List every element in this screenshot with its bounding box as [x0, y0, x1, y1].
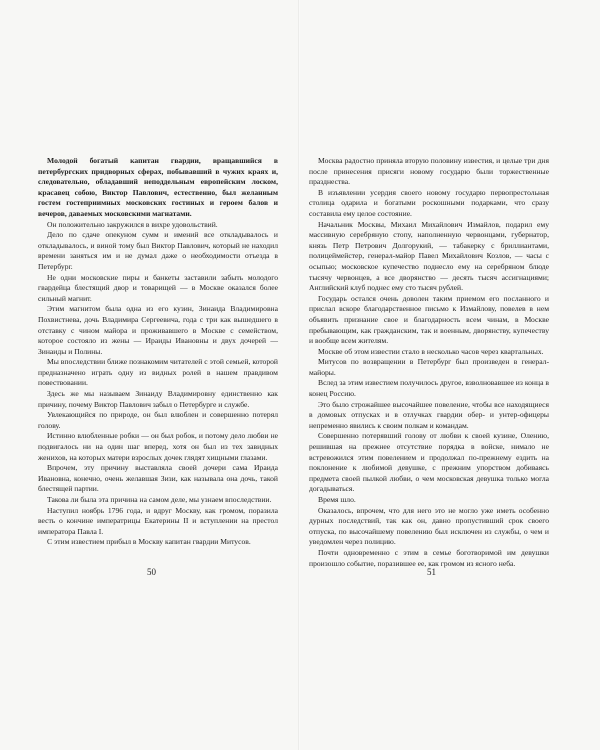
paragraph: Москве об этом известии стало в несколько часов через квартальных. [318, 346, 544, 356]
paragraph: Государь остался очень доволен таким приемом его посланного и прислал вскоре благодарственное письмо к Измайлову, повелев в нем объявить признание свое и благодарность всем чинам, в Москве пребывающим, как гражданским, так и военным, дворянству, купечеству и вообще всем жителям. [309, 293, 549, 346]
paragraph: Наступил ноябрь 1796 года, и вдруг Москву, как громом, поразила весть о кончине императрицы Екатерины II и вступлении на престол императора Павла I. [38, 505, 278, 536]
paragraph: Увлекающийся по природе, он был влюблен и совершенно потерял голову. [38, 410, 278, 430]
left-page-text [38, 156, 278, 548]
right-page [300, 0, 600, 750]
right-page-text [309, 156, 549, 569]
paragraph: Начальник Москвы, Михаил Михайлович Измайлов, подарил ему массивную серебряную стопу, наполненную червонцами, губернатор, князь Петр Петрович Долгорукий, — табакерку с бриллиантами, полицеймейстер, генерал-майор Павел Михайлович Козлов, — часы с осыпью; московское купечество поднесло ему на серебряном блюде тысячу червонцев, а все дворянство — десять тысяч ассигнациями; Английский клуб поднес ему сто тысяч рублей. [309, 219, 549, 293]
paragraph: Это было строжайшее высочайшее повеление, чтобы все находящиеся в домовых отпусках и в отлучках гвардии обер- и унтер-офицеры непременно явились к своим полкам и командам. [309, 399, 549, 430]
lead-paragraph: Молодой богатый капитан гвардии, вращавшийся в петербургских придворных сферах, побывавший в чужих краях и, следовательно, обладавший неподдельным европейским лоском, красавец собою, Виктор Павлович, естественно, был желанным гостем гостеприимных московских гостиных и героем балов и вечеров, даваемых московскими магнатами. [38, 156, 278, 218]
paragraph: В изъявлении усердия своего новому государю первопрестольная столица одарила и богатыми роскошными подарками, что сразу составила ему целое состояние. [309, 187, 549, 218]
paragraph: Этим магнитом была одна из его кузин, Зинаида Владимировна Похвистнева, дочь Владимира Сергеевича, года с три как вышедшего в отставку с чином майора и проживавшего в Москве с семейством, которое состояло из жены — Ираиды Ивановны и двух дочерей — Зинаиды и Полины. [38, 304, 278, 356]
paragraph: Москва радостно приняла вторую половину известия, и целые три дня после принесения присяги новому государю были торжественные празднества. [309, 156, 549, 187]
paragraph: Митусов по возвращении в Петербург был произведен в генерал-майоры. [309, 357, 549, 377]
page-number: 50 [147, 567, 156, 577]
paragraph: С этим известием прибыл в Москву капитан гвардии Митусов. [47, 537, 251, 547]
paragraph: Истинно влюбленные робки — он был робок, и потому дело любви не подвигалось ни на один шаг вперед, хотя он был из тех завидных женихов, на которых матери взрослых дочек глядят хищными глазами. [38, 431, 278, 462]
paragraph: Впрочем, эту причину выставляла своей дочери сама Ираида Ивановна, конечно, очень желавшая Зизи, как называла она дочь, такой блестящей партии. [38, 463, 278, 494]
paragraph: Здесь же мы называем Зинаиду Владимировну единственно как причину, почему Виктор Павлович забыл о Петербурге и службе. [38, 389, 278, 409]
page-number: 51 [427, 567, 436, 577]
paragraph: Такова ли была эта причина на самом деле, мы узнаем впоследствии. [47, 495, 272, 504]
paragraph: Почти одновременно с этим в семье боготворимой им девушки произошло событие, поразившее ее, как громом из ясного неба. [309, 547, 549, 568]
paragraph: Не одни московские пиры и банкеты заставили забыть молодого гвардейца блестящий двор и товарищей — в Москве оказался более сильный магнит. [38, 272, 278, 303]
paragraph: Мы впоследствии ближе познакомим читателей с этой семьей, которой предназначено играть одну из видных ролей в нашем правдивом повествовании. [38, 357, 278, 388]
paragraph: Дело по сдаче опекуном сумм и имений все откладывалось и откладывалось, и виной тому был Виктор Павлович, который не находил времени заняться им и не думал даже о необходимости отъезда в Петербург. [38, 230, 278, 271]
paragraph: Совершенно потерявший голову от любви к своей кузине, Олению, решившая на прежнее отсутствие порядка в войске, нимало не встревожился этим повелением и продолжал по-прежнему ездить на поклонение к любимой девушке, с прежним упорством добиваясь предмета своей пылкой любви, о чем московская девушка только могла догадываться. [309, 431, 549, 494]
paragraph: Оказалось, впрочем, что для него это не могло уже иметь особенно дурных последствий, так как он, давно пропустивший срок своего отпуска, по высочайшему повелению был исключен из службы, о чем и уведомлен через полицию. [309, 505, 549, 547]
paragraph: Время шло. [318, 495, 356, 504]
paragraph: Он положительно закружился в вихре удовольствий. [47, 219, 218, 229]
paragraph [38, 156, 278, 220]
paragraph: Вслед за этим известием получилось другое, взволновавшее из конца в конец Россию. [309, 378, 549, 399]
